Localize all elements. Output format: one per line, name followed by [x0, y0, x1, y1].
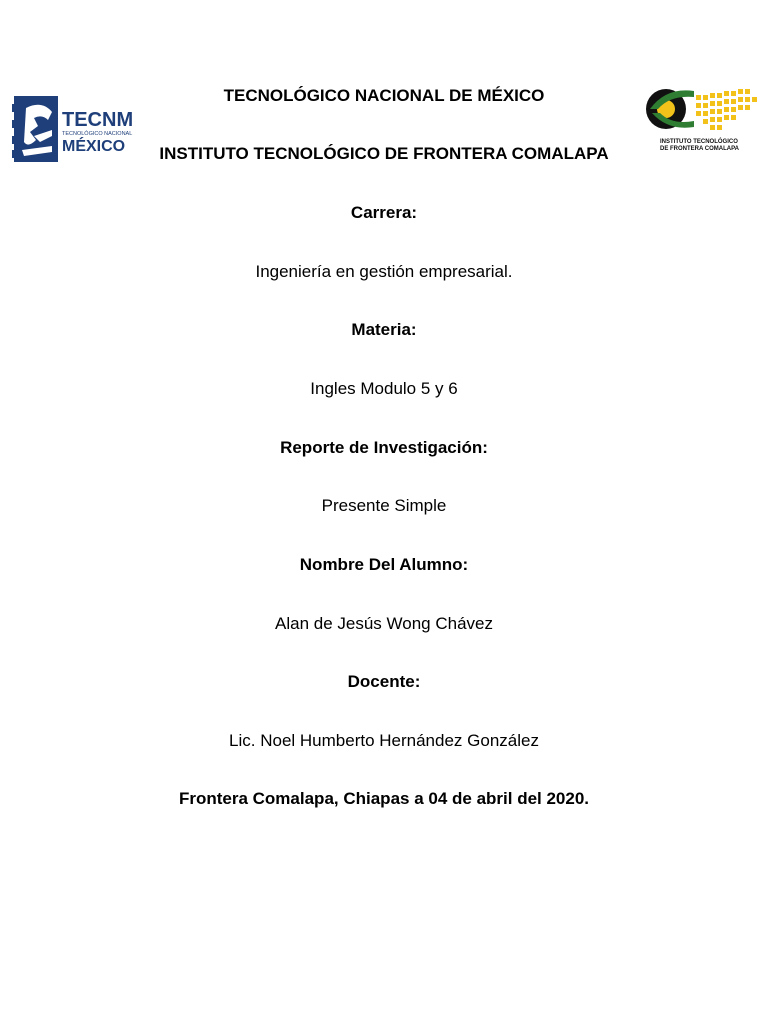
- carrera-value: Ingeniería en gestión empresarial.: [255, 262, 513, 281]
- carrera-label: Carrera:: [350, 203, 418, 222]
- docente-label: Docente:: [347, 672, 421, 691]
- docente-value: Lic. Noel Humberto Hernández González: [229, 731, 539, 750]
- reporte-label: Reporte de Investigación:: [280, 438, 488, 457]
- place-date-footer: Frontera Comalapa, Chiapas a 04 de abril del 2020.: [178, 789, 590, 808]
- alumno-value: Alan de Jesús Wong Chávez: [275, 614, 493, 633]
- tecnm-logo-title: TECNM: [62, 109, 134, 131]
- alumno-label: Nombre Del Alumno:: [299, 555, 469, 574]
- materia-value: Ingles Modulo 5 y 6: [310, 379, 458, 398]
- reporte-value: Presente Simple: [321, 496, 447, 515]
- itfc-logo-line1: INSTITUTO TECNOLÓGICO: [660, 139, 738, 145]
- institute-name-heading: INSTITUTO TECNOLÓGICO DE FRONTERA COMALAPA: [159, 144, 609, 163]
- materia-label: Materia:: [351, 320, 417, 339]
- tecnm-logo-word: MÉXICO: [62, 138, 126, 155]
- national-name-heading: TECNOLÓGICO NACIONAL DE MÉXICO: [223, 86, 545, 105]
- itfc-logo-line2: DE FRONTERA COMALAPA: [660, 146, 739, 152]
- tecnm-logo-subtitle: TECNOLÓGICO NACIONAL DE: [62, 131, 134, 137]
